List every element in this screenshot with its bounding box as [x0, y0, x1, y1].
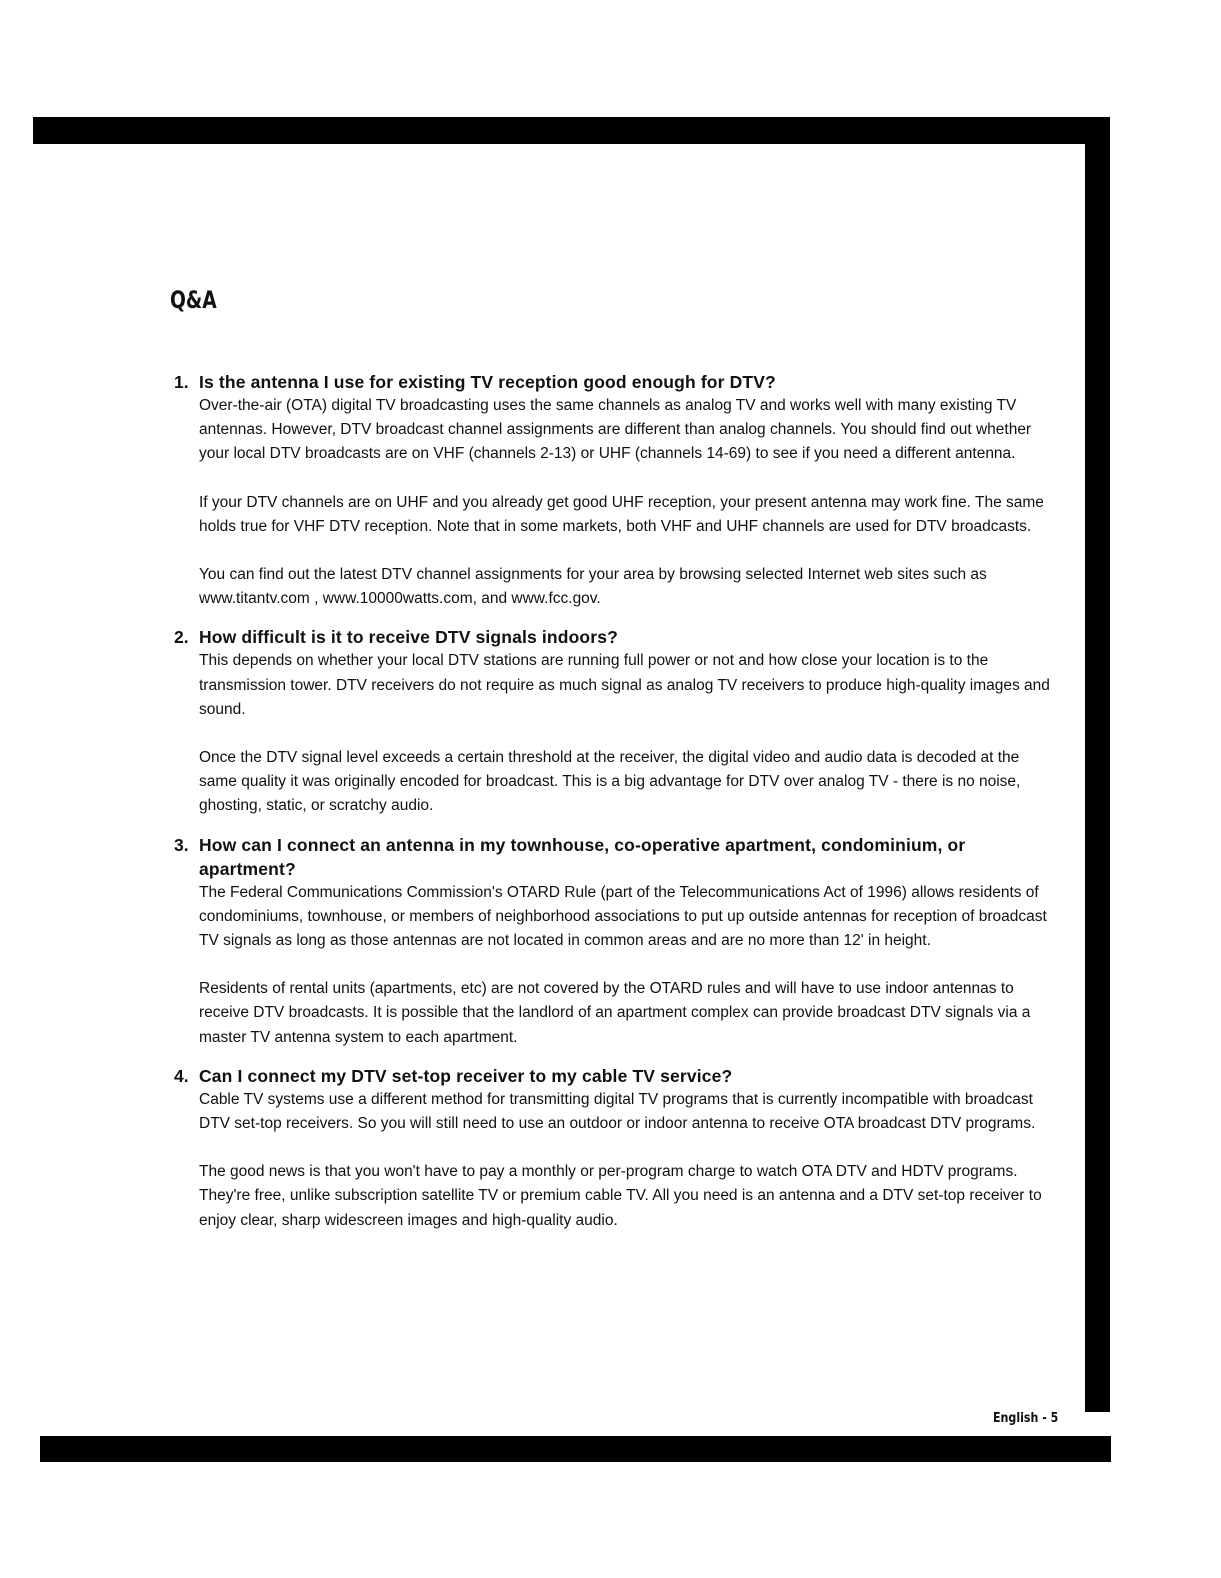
question-text: How difficult is it to receive DTV signals indoors?	[199, 627, 618, 648]
qa-item-4	[174, 1064, 1054, 1233]
question-text: How can I connect an antenna in my townhouse, co-operative apartment, condominium, or apartment?	[199, 834, 966, 879]
answer-paragraph: This depends on whether your local DTV stations are running full power or not and how close your location is to the transmission tower. DTV receivers do not require as much signal as analog TV receivers to produce high-quality images and sound.	[199, 652, 1050, 718]
answer-paragraph: Once the DTV signal level exceeds a certain threshold at the receiver, the digital video and audio data is decoded at the same quality it was originally encoded for broadcast. This is a big advantage for DTV over analog TV - there is no noise, ghosting, static, or scratchy audio.	[199, 749, 1021, 815]
page-footer: English - 5	[993, 1411, 1059, 1426]
answer-paragraph: The good news is that you won't have to pay a monthly or per-program charge to watch OTA DTV and HDTV programs. They're free, unlike subscription satellite TV or premium cable TV. All you need is an antenna and a DTV set-top receiver to enjoy clear, sharp widescreen images and high-quality audio.	[199, 1163, 1042, 1229]
qa-item-3	[174, 833, 1054, 1050]
question-heading	[174, 833, 1054, 881]
question-number: 3.	[174, 834, 189, 855]
right-border-bar	[1085, 117, 1110, 1412]
qa-list	[174, 370, 1054, 1247]
question-text: Can I connect my DTV set-top receiver to my cable TV service?	[199, 1065, 733, 1086]
answer-paragraph: Cable TV systems use a different method for transmitting digital TV programs that is currently incompatible with broadcast DTV set-top receivers. So you will still need to use an outdoor or indoor antenna to receive OTA broadcast DTV programs.	[199, 1090, 1036, 1133]
answer-paragraph: Over-the-air (OTA) digital TV broadcasting uses the same channels as analog TV and works well with many existing TV antennas. However, DTV broadcast channel assignments are different than analog channels. You should find out whether your local DTV broadcasts are on VHF (channels 2-13) or UHF (channels 14-69) to see if you need a different antenna.	[199, 397, 1032, 463]
question-heading	[174, 1064, 1054, 1088]
question-number: 2.	[174, 627, 189, 648]
question-number: 4.	[174, 1065, 189, 1086]
question-heading	[174, 370, 1054, 394]
answer-paragraph: The Federal Communications Commission's OTARD Rule (part of the Telecommunications Act of 1996) allows residents of condominiums, townhouse, or members of neighborhood associations to put up outside antennas for reception of broadcast TV signals as long as those antennas are not located in common areas and are no more than 12' in height.	[199, 883, 1047, 950]
answer-paragraph: Residents of rental units (apartments, etc) are not covered by the OTARD rules and will have to use indoor antennas to receive DTV broadcasts. It is possible that the landlord of an apartment complex can provide broadcast DTV signals via a master TV antenna system to each apartment.	[199, 980, 1031, 1046]
answer-paragraph: You can find out the latest DTV channel assignments for your area by browsing selected Internet web sites such as www.titantv.com , www.10000watts.com, and www.fcc.gov.	[199, 566, 987, 608]
question-number: 1.	[174, 372, 189, 392]
bottom-border-bar	[40, 1436, 1111, 1462]
question-text: Is the antenna I use for existing TV reception good enough for DTV?	[199, 372, 776, 392]
question-heading	[174, 625, 1054, 649]
page-title: Q&A	[170, 286, 217, 314]
answer-paragraph: If your DTV channels are on UHF and you already get good UHF reception, your present antenna may work fine. The same holds true for VHF DTV reception. Note that in some markets, both VHF and UHF channels are used for DTV broadcasts.	[199, 493, 1044, 535]
qa-item-1	[174, 370, 1054, 611]
qa-item-2	[174, 625, 1054, 818]
top-border-bar	[33, 117, 1110, 144]
